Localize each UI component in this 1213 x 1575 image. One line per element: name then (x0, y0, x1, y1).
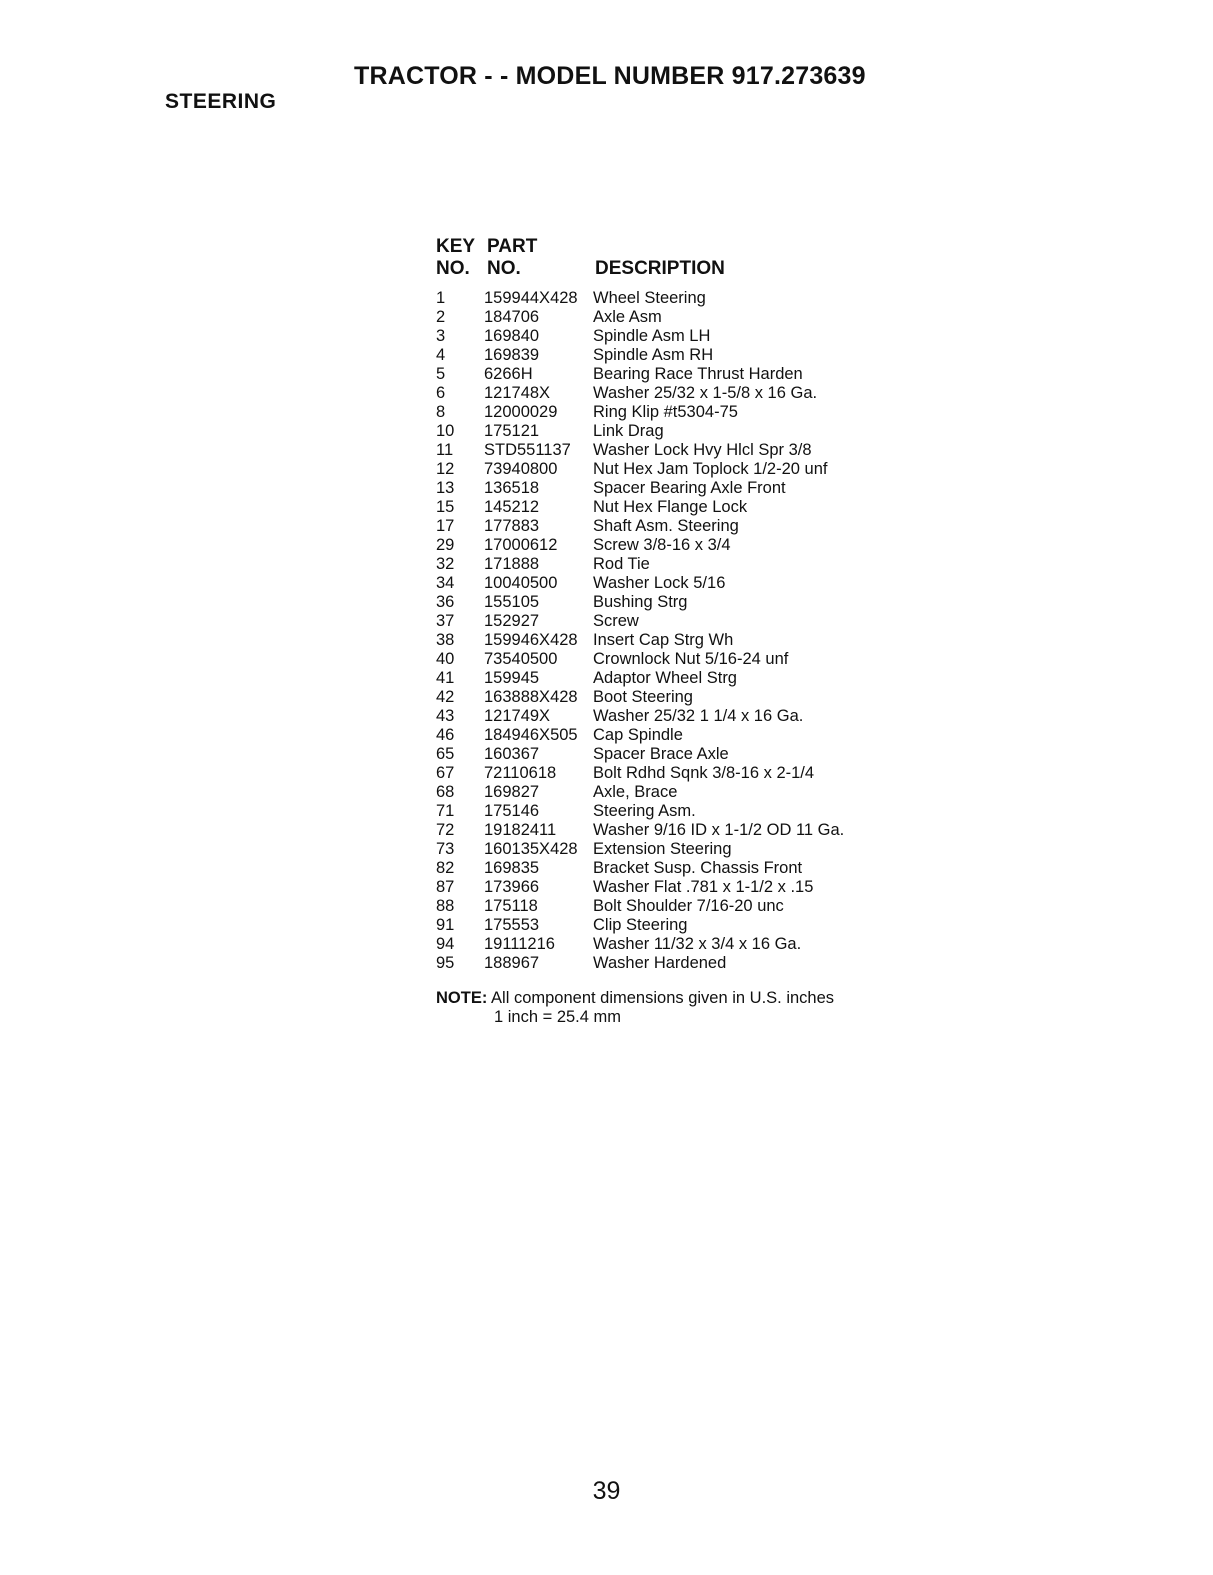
description: Crownlock Nut 5/16-24 unf (593, 650, 789, 668)
description: Nut Hex Jam Toplock 1/2-20 unf (593, 460, 828, 478)
note-text: All component dimensions given in U.S. inches (487, 989, 835, 1007)
description: Spindle Asm RH (593, 346, 714, 364)
part-no: 177883 (484, 517, 540, 535)
description: Insert Cap Strg Wh (593, 631, 734, 649)
key-no: 8 (436, 403, 446, 421)
part-no: 169840 (484, 327, 540, 345)
description: Axle Asm (593, 308, 662, 326)
part-no: 6266H (484, 365, 533, 383)
key-no: 71 (436, 802, 455, 820)
key-no: 91 (436, 916, 455, 934)
key-no: 87 (436, 878, 455, 896)
part-no: 184706 (484, 308, 540, 326)
part-no: 12000029 (484, 403, 558, 421)
part-no: 171888 (484, 555, 540, 573)
description: Wheel Steering (593, 289, 706, 307)
description: Cap Spindle (593, 726, 683, 744)
header-description: DESCRIPTION (595, 258, 725, 279)
key-no: 2 (436, 308, 446, 326)
key-no: 17 (436, 517, 455, 535)
part-no: 160135X428 (484, 840, 578, 858)
key-no: 5 (436, 365, 446, 383)
key-no: 6 (436, 384, 446, 402)
key-no: 41 (436, 669, 455, 687)
key-no: 12 (436, 460, 455, 478)
part-no: 159945 (484, 669, 540, 687)
description: Rod Tie (593, 555, 650, 573)
key-no: 65 (436, 745, 455, 763)
key-no: 40 (436, 650, 455, 668)
description: Clip Steering (593, 916, 688, 934)
part-no: 175553 (484, 916, 540, 934)
key-no: 67 (436, 764, 455, 782)
description: Bearing Race Thrust Harden (593, 365, 803, 383)
part-no: 169835 (484, 859, 540, 877)
description: Bolt Shoulder 7/16-20 unc (593, 897, 784, 915)
key-no: 3 (436, 327, 446, 345)
description: Washer Lock 5/16 (593, 574, 726, 592)
key-no: 73 (436, 840, 455, 858)
key-no: 37 (436, 612, 455, 630)
part-no: 173966 (484, 878, 540, 896)
page-number: 39 (592, 1477, 621, 1505)
key-no: 36 (436, 593, 455, 611)
key-no: 88 (436, 897, 455, 915)
key-no: 46 (436, 726, 455, 744)
description: Washer Lock Hvy Hlcl Spr 3/8 (593, 441, 812, 459)
part-no: 17000612 (484, 536, 558, 554)
description: Bolt Rdhd Sqnk 3/8-16 x 2-1/4 (593, 764, 815, 782)
key-no: 10 (436, 422, 455, 440)
section-title: STEERING (165, 90, 277, 113)
description: Shaft Asm. Steering (593, 517, 739, 535)
key-no: 15 (436, 498, 455, 516)
description: Axle, Brace (593, 783, 678, 801)
description: Boot Steering (593, 688, 693, 706)
key-no: 4 (436, 346, 446, 364)
part-no: 169827 (484, 783, 540, 801)
note (436, 989, 834, 1008)
part-no: 10040500 (484, 574, 558, 592)
description: Screw 3/8-16 x 3/4 (593, 536, 731, 554)
description: Ring Klip #t5304-75 (593, 403, 738, 421)
key-no: 43 (436, 707, 455, 725)
header-part-line2: NO. (487, 258, 521, 279)
description: Washer 9/16 ID x 1-1/2 OD 11 Ga. (593, 821, 845, 839)
key-no: 29 (436, 536, 455, 554)
page-title: TRACTOR - - MODEL NUMBER 917.273639 (354, 62, 866, 90)
header-part-line1: PART (487, 236, 538, 257)
key-no: 94 (436, 935, 455, 953)
part-no: 145212 (484, 498, 540, 516)
part-no: 175146 (484, 802, 540, 820)
part-no: 73940800 (484, 460, 558, 478)
description: Steering Asm. (593, 802, 696, 820)
part-no: 19111216 (484, 935, 555, 953)
note-label: NOTE: (436, 989, 488, 1007)
key-no: 32 (436, 555, 455, 573)
description: Link Drag (593, 422, 664, 440)
part-no: 19182411 (484, 821, 557, 839)
description: Nut Hex Flange Lock (593, 498, 748, 516)
part-no: 160367 (484, 745, 540, 763)
description: Bracket Susp. Chassis Front (593, 859, 803, 877)
part-no: 188967 (484, 954, 540, 972)
key-no: 13 (436, 479, 455, 497)
part-no: 121748X (484, 384, 551, 402)
part-no: 175121 (484, 422, 540, 440)
part-no: 163888X428 (484, 688, 578, 706)
part-no: 152927 (484, 612, 540, 630)
description: Washer Hardened (593, 954, 727, 972)
part-no: 73540500 (484, 650, 558, 668)
key-no: 1 (436, 289, 446, 307)
part-no: STD551137 (484, 441, 571, 459)
part-no: 155105 (484, 593, 540, 611)
description: Washer 25/32 x 1-5/8 x 16 Ga. (593, 384, 818, 402)
key-no: 34 (436, 574, 455, 592)
key-no: 11 (436, 441, 454, 459)
note-conversion: 1 inch = 25.4 mm (494, 1008, 622, 1026)
part-no: 121749X (484, 707, 551, 725)
description: Spacer Bearing Axle Front (593, 479, 786, 497)
part-no: 175118 (484, 897, 538, 915)
key-no: 38 (436, 631, 455, 649)
part-no: 136518 (484, 479, 540, 497)
key-no: 42 (436, 688, 455, 706)
key-no: 82 (436, 859, 455, 877)
header-key-line1: KEY (436, 236, 476, 257)
part-no: 72110618 (484, 764, 557, 782)
description: Screw (593, 612, 639, 630)
part-no: 184946X505 (484, 726, 578, 744)
description: Adaptor Wheel Strg (593, 669, 737, 687)
description: Bushing Strg (593, 593, 688, 611)
part-no: 159944X428 (484, 289, 578, 307)
part-no: 169839 (484, 346, 540, 364)
description: Washer 11/32 x 3/4 x 16 Ga. (593, 935, 802, 953)
description: Spacer Brace Axle (593, 745, 729, 763)
description: Washer 25/32 1 1/4 x 16 Ga. (593, 707, 804, 725)
key-no: 95 (436, 954, 455, 972)
description: Spindle Asm LH (593, 327, 711, 345)
description: Washer Flat .781 x 1-1/2 x .15 (593, 878, 814, 896)
description: Extension Steering (593, 840, 732, 858)
header-key-line2: NO. (436, 258, 470, 279)
key-no: 72 (436, 821, 455, 839)
key-no: 68 (436, 783, 455, 801)
part-no: 159946X428 (484, 631, 578, 649)
